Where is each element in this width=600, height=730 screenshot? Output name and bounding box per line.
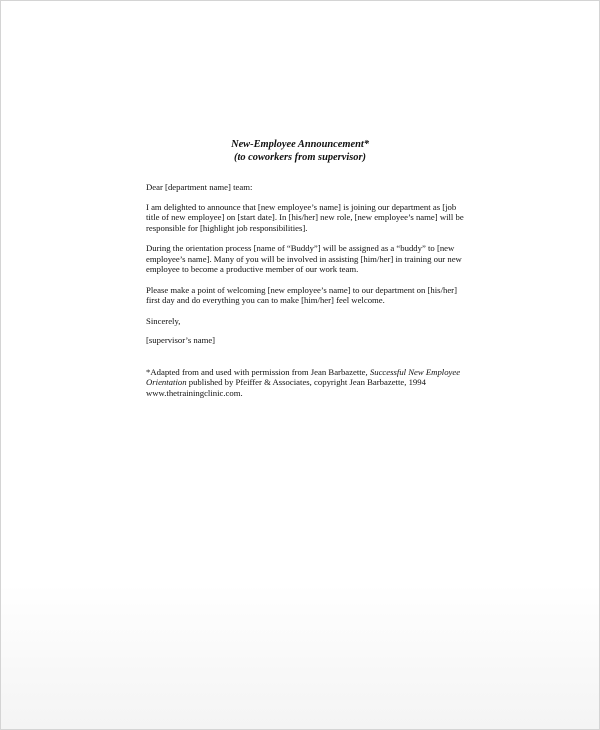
closing: Sincerely, <box>146 315 181 326</box>
paragraph-intro: I am delighted to announce that [new employee’s name] is joining our department as [job title of new employee] on [start date]. In [his/her] new role, [new employee’s name] will be responsible for [highlight job responsibilities]. <box>146 201 464 233</box>
paragraph-buddy: During the orientation process [name of “Buddy”] will be assigned as a “buddy” to [new employee’s name]. Many of you will be involved in assisting [him/her] in training our new employee to become a productive member of our work team. <box>146 243 462 274</box>
footnote-suffix: published by Pfeiffer & Associates, copyright Jean Barbazette, 1994 www.thetrainingclinic.com. <box>146 377 426 398</box>
paragraph-welcome: Please make a point of welcoming [new employee’s name] to our department on [his/her] first day and do everything you can to make [him/her] feel welcome. <box>146 284 457 305</box>
footnote <box>146 367 466 399</box>
footnote-book-title: Successful New Employee Orientation <box>146 366 461 387</box>
document-title <box>1 139 599 164</box>
letter-body <box>146 182 466 408</box>
signature: [supervisor’s name] <box>146 335 216 345</box>
footnote-prefix: *Adapted from and used with permission from Jean Barbazette, <box>146 366 370 377</box>
salutation: Dear [department name] team: <box>146 182 253 192</box>
title-line-1: New-Employee Announcement* <box>231 139 369 150</box>
title-line-2: (to coworkers from supervisor) <box>234 151 366 163</box>
